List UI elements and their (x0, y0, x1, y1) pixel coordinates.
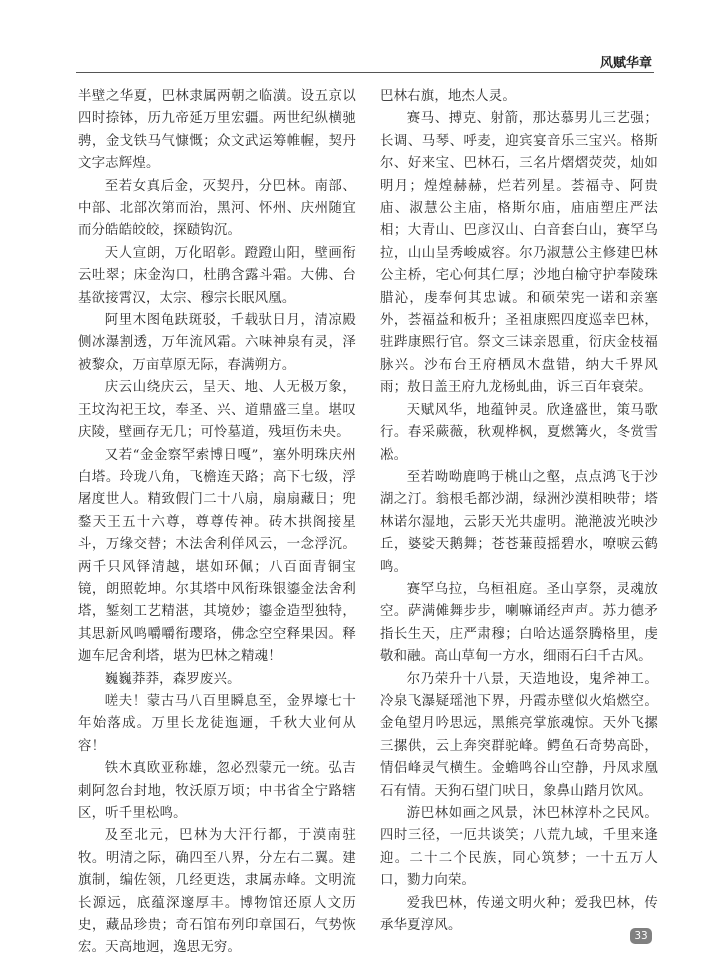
paragraph: 尔乃荣升十八景，天造地设，鬼斧神工。冷泉飞瀑疑瑶池下界，丹霞赤壁似火焰燃空。金龟望月吟思远，黑熊亮掌旅魂惊。天外飞摞三摞供，云上奔突群驼峰。鳄鱼石奇势高卧，情侣峰灵气横生。金蟾鸣谷山空静，丹凤求凰石有情。天狗石望门吠日，象鼻山踏月饮风。 (380, 671, 658, 799)
paragraph: 铁木真欧亚称雄，忽必烈蒙元一统。弘吉刺阿忽台封地，牧沃原万顷；中书省全宁路辖区，听千里松鸣。 (78, 761, 356, 821)
paragraph: 天赋风华，地蕴钟灵。欣逢盛世，策马歌行。春采蕨薇，秋观桦枫，夏燃篝火，冬赏雪凇。 (380, 402, 658, 463)
paragraph: 至若呦呦鹿鸣于桃山之壑，点点鸿飞于沙湖之汀。翁根毛都沙湖，绿洲沙漠相映带；塔林诺尔湿地，云影天光共虚明。滟滟波光映沙丘，婆娑天鹅舞；苍苍蒹葭摇碧水，嘹唳云鹤鸣。 (380, 469, 658, 575)
section-title: 风赋华章 (599, 56, 652, 71)
header-rule (76, 72, 654, 73)
paragraph: 又若“金金察罕索博日嘎”，塞外明珠庆州白塔。玲珑八角，飞檐连天路；高下七级，浮屠度世人。精致假门二十八扇，扇扇藏日；兜鍪天王五十六尊，尊尊传神。砖木拱阁接星斗，万缘交替；木法舍利佯风云，一念浮沉。两千只风铎清越，堪如环佩；八百面青铜宝镜，朗照乾坤。尔其塔中风衔珠银鎏金法舍利塔，錾刻工艺精湛，其境妙；鎏金造型独特，其思新风鸣嚼嚼衔璎珞，佛念空空释果因。释迦车尼舍利塔，堪为巴林之精魂！ (78, 447, 356, 665)
paragraph: 嗟夫！蒙古马八百里瞬息至，金界壕七十年始落成。万里长龙徒迤逦，千秋大业何从容！ (78, 693, 356, 754)
paragraph: 赛马、搏克、射箭，那达慕男儿三艺强；长调、马琴、呼麦，迎宾宴音乐三宝兴。格斯尔、好来宝、巴林石，三名片熠熠荧荧，灿如明月；煌煌赫赫，烂若列星。荟福寺、阿贵庙、淑慧公主庙，格斯尔庙，庙庙塑庄严法相；大青山、巴彦汉山、白音套白山，赛罕乌拉，山山呈秀峻威容。尔乃淑慧公主修建巴林公主桥，宅心何其仁厚；沙地白榆守护奉陵珠腊沁，虔奉何其忠诚。和硕荣宪一诺和亲塞外，荟福益和板升；圣祖康熙四度巡幸巴林，驻跸康熙行官。祭文三诔亲恩重，衍庆金枝福脉兴。沙布台王府栖凤木盘错，纳大千界风雨；敖日盖王府九龙杨虬曲，诉三百年衰荣。 (380, 111, 658, 396)
paragraph: 赛罕乌拉，乌桓祖庭。圣山享祭，灵魂放空。萨满傩舞步步，喇嘛诵经声声。苏力德矛指长生天，庄严肃穆；白哈达遥祭腾格里，虔敬和融。高山草甸一方水，细雨石臼千古风。 (380, 581, 658, 665)
paragraph: 天人宣朗，万化昭彰。蹬蹬山阳，壁画衔云吐翠；床金沟口，杜鹃含露斗霜。大佛、台基欲接霄汉，太宗、穆宗长眠风凰。 (78, 245, 356, 306)
paragraph: 巴林右旗，地杰人灵。 (380, 89, 516, 104)
paragraph: 爱我巴林，传递文明火种；爱我巴林，传承华夏淳风。 (380, 895, 658, 934)
paragraph: 游巴林如画之风景，沐巴林淳朴之民风。四时三径，一厄共谈笑；八荒九域，千里来逢迎。二十二个民族，同心筑梦；一十五万人口，勠力向荣。 (380, 806, 658, 889)
paragraph: 及至北元，巴林为大汗行都，于漠南驻牧。明清之际，确四至八界，分左右二翼。建旗制，编佐领，几经更迭，隶属赤峰。文明流长源远，底蕴深邃厚丰。博物馆还原人文历史，藏品珍贵；奇石馆布列印章国石，气势恢宏。天高地迥，逸思无穷。 (78, 828, 356, 956)
paragraph: 半壁之华夏，巴林隶属两朝之临潢。设五京以四时捺钵，历九帝延万里宏疆。两世纪纵横驰骋，金戈铁马气慷慨；众文武运筹帷幄，契丹文字志辉煌。 (78, 89, 356, 172)
left-column (78, 86, 356, 960)
paragraph: 庆云山绕庆云，呈天、地、人无极万象，王坟沟祀王坟，奉圣、兴、道鼎盛三皇。堪叹庆陵，壁画存无几；可怜墓道，残垣伤未央。 (78, 380, 356, 441)
page-number: 33 (630, 928, 652, 944)
right-column (380, 86, 658, 937)
paragraph: 阿里木图龟趺斑驳，千载驮日月，清凉殿侧冰瀑割透，万年流风霜。六味神泉有灵，泽被黎众，万亩草原无际，春满朔方。 (78, 313, 356, 373)
paragraph: 巍巍莽莽，森罗废兴。 (104, 671, 241, 687)
paragraph: 至若女真后金，灭契丹，分巴林。南部、中部、北部次第而治，黑河、怀州、庆州随宜而分皓皓皎皎，探赜钩沉。 (78, 178, 356, 239)
